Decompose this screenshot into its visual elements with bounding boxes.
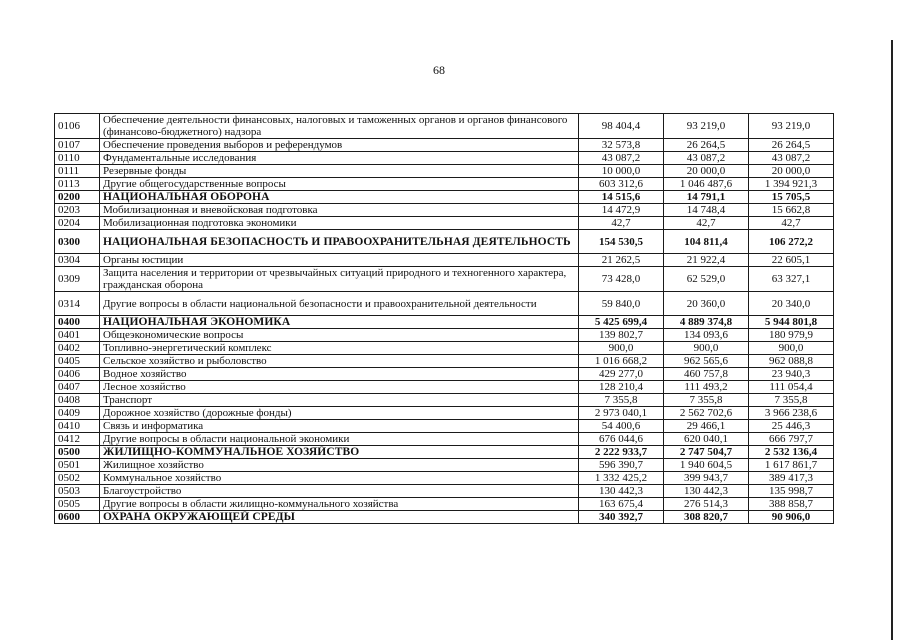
row-value-1: 900,0 bbox=[579, 342, 664, 355]
row-name: ЖИЛИЩНО-КОММУНАЛЬНОЕ ХОЗЯЙСТВО bbox=[100, 446, 579, 459]
row-value-3: 25 446,3 bbox=[749, 420, 834, 433]
row-value-3: 22 605,1 bbox=[749, 254, 834, 267]
row-value-3: 20 000,0 bbox=[749, 165, 834, 178]
table-row bbox=[55, 114, 834, 139]
table-row bbox=[55, 368, 834, 381]
row-value-1: 21 262,5 bbox=[579, 254, 664, 267]
row-value-1: 10 000,0 bbox=[579, 165, 664, 178]
table-row bbox=[55, 139, 834, 152]
row-name: Топливно-энергетический комплекс bbox=[100, 342, 579, 355]
row-name: Обеспечение деятельности финансовых, налоговых и таможенных органов и органов финансового (финансово-бюджетного) надзора bbox=[100, 114, 579, 139]
row-value-2: 21 922,4 bbox=[664, 254, 749, 267]
row-code: 0200 bbox=[55, 191, 100, 204]
row-value-1: 7 355,8 bbox=[579, 394, 664, 407]
row-code: 0405 bbox=[55, 355, 100, 368]
row-value-2: 42,7 bbox=[664, 217, 749, 230]
row-value-3: 20 340,0 bbox=[749, 292, 834, 316]
table-row bbox=[55, 254, 834, 267]
table-row bbox=[55, 267, 834, 292]
row-value-1: 128 210,4 bbox=[579, 381, 664, 394]
row-name: НАЦИОНАЛЬНАЯ ОБОРОНА bbox=[100, 191, 579, 204]
table-row bbox=[55, 342, 834, 355]
row-code: 0106 bbox=[55, 114, 100, 139]
row-value-1: 429 277,0 bbox=[579, 368, 664, 381]
row-value-1: 73 428,0 bbox=[579, 267, 664, 292]
row-value-2: 26 264,5 bbox=[664, 139, 749, 152]
row-name: ОХРАНА ОКРУЖАЮЩЕЙ СРЕДЫ bbox=[100, 511, 579, 524]
row-value-1: 59 840,0 bbox=[579, 292, 664, 316]
row-code: 0309 bbox=[55, 267, 100, 292]
row-value-1: 5 425 699,4 bbox=[579, 316, 664, 329]
row-name: НАЦИОНАЛЬНАЯ ЭКОНОМИКА bbox=[100, 316, 579, 329]
row-code: 0500 bbox=[55, 446, 100, 459]
row-name: Общеэкономические вопросы bbox=[100, 329, 579, 342]
page-number: 68 bbox=[433, 63, 445, 77]
row-code: 0400 bbox=[55, 316, 100, 329]
row-name: Коммунальное хозяйство bbox=[100, 472, 579, 485]
table-row bbox=[55, 498, 834, 511]
table-row bbox=[55, 316, 834, 329]
row-name: Жилищное хозяйство bbox=[100, 459, 579, 472]
row-code: 0410 bbox=[55, 420, 100, 433]
table-row bbox=[55, 485, 834, 498]
row-value-2: 14 748,4 bbox=[664, 204, 749, 217]
row-name: Другие вопросы в области национальной экономики bbox=[100, 433, 579, 446]
row-value-3: 1 617 861,7 bbox=[749, 459, 834, 472]
row-value-1: 596 390,7 bbox=[579, 459, 664, 472]
table-row bbox=[55, 355, 834, 368]
row-name: Лесное хозяйство bbox=[100, 381, 579, 394]
row-value-3: 15 662,8 bbox=[749, 204, 834, 217]
row-value-2: 7 355,8 bbox=[664, 394, 749, 407]
row-value-3: 15 705,5 bbox=[749, 191, 834, 204]
row-code: 0408 bbox=[55, 394, 100, 407]
table-row bbox=[55, 230, 834, 254]
row-value-2: 134 093,6 bbox=[664, 329, 749, 342]
row-value-3: 111 054,4 bbox=[749, 381, 834, 394]
row-value-2: 14 791,1 bbox=[664, 191, 749, 204]
table-row bbox=[55, 433, 834, 446]
row-value-3: 90 906,0 bbox=[749, 511, 834, 524]
row-value-1: 1 332 425,2 bbox=[579, 472, 664, 485]
row-value-3: 1 394 921,3 bbox=[749, 178, 834, 191]
row-name: Органы юстиции bbox=[100, 254, 579, 267]
row-code: 0107 bbox=[55, 139, 100, 152]
row-code: 0406 bbox=[55, 368, 100, 381]
row-value-1: 14 515,6 bbox=[579, 191, 664, 204]
row-value-3: 135 998,7 bbox=[749, 485, 834, 498]
row-value-1: 43 087,2 bbox=[579, 152, 664, 165]
row-name: Благоустройство bbox=[100, 485, 579, 498]
row-name: Мобилизационная подготовка экономики bbox=[100, 217, 579, 230]
row-value-2: 130 442,3 bbox=[664, 485, 749, 498]
row-code: 0412 bbox=[55, 433, 100, 446]
row-value-3: 106 272,2 bbox=[749, 230, 834, 254]
row-value-3: 7 355,8 bbox=[749, 394, 834, 407]
row-value-2: 2 747 504,7 bbox=[664, 446, 749, 459]
row-value-3: 42,7 bbox=[749, 217, 834, 230]
row-name: Обеспечение проведения выборов и референдумов bbox=[100, 139, 579, 152]
row-code: 0204 bbox=[55, 217, 100, 230]
row-value-1: 2 222 933,7 bbox=[579, 446, 664, 459]
row-value-2: 620 040,1 bbox=[664, 433, 749, 446]
page-edge-line bbox=[891, 40, 893, 640]
table-row bbox=[55, 472, 834, 485]
row-value-3: 900,0 bbox=[749, 342, 834, 355]
row-value-2: 2 562 702,6 bbox=[664, 407, 749, 420]
row-name: Сельское хозяйство и рыболовство bbox=[100, 355, 579, 368]
row-value-3: 2 532 136,4 bbox=[749, 446, 834, 459]
row-value-2: 399 943,7 bbox=[664, 472, 749, 485]
row-code: 0402 bbox=[55, 342, 100, 355]
row-name: Связь и информатика bbox=[100, 420, 579, 433]
row-value-2: 308 820,7 bbox=[664, 511, 749, 524]
row-value-2: 20 000,0 bbox=[664, 165, 749, 178]
table-row bbox=[55, 165, 834, 178]
row-value-1: 32 573,8 bbox=[579, 139, 664, 152]
row-name: Защита населения и территории от чрезвычайных ситуаций природного и техногенного характера, гражданская оборона bbox=[100, 267, 579, 292]
row-name: Другие общегосударственные вопросы bbox=[100, 178, 579, 191]
row-value-3: 962 088,8 bbox=[749, 355, 834, 368]
row-code: 0401 bbox=[55, 329, 100, 342]
row-value-2: 43 087,2 bbox=[664, 152, 749, 165]
row-code: 0503 bbox=[55, 485, 100, 498]
row-value-1: 42,7 bbox=[579, 217, 664, 230]
row-value-3: 389 417,3 bbox=[749, 472, 834, 485]
row-name: Резервные фонды bbox=[100, 165, 579, 178]
row-value-1: 603 312,6 bbox=[579, 178, 664, 191]
table-row bbox=[55, 152, 834, 165]
table-row bbox=[55, 446, 834, 459]
table-row bbox=[55, 329, 834, 342]
table-row bbox=[55, 204, 834, 217]
table-row bbox=[55, 191, 834, 204]
row-value-3: 666 797,7 bbox=[749, 433, 834, 446]
row-value-1: 139 802,7 bbox=[579, 329, 664, 342]
row-value-1: 340 392,7 bbox=[579, 511, 664, 524]
row-value-1: 54 400,6 bbox=[579, 420, 664, 433]
row-code: 0314 bbox=[55, 292, 100, 316]
row-value-2: 1 940 604,5 bbox=[664, 459, 749, 472]
row-code: 0110 bbox=[55, 152, 100, 165]
row-code: 0111 bbox=[55, 165, 100, 178]
row-value-3: 93 219,0 bbox=[749, 114, 834, 139]
row-value-3: 180 979,9 bbox=[749, 329, 834, 342]
table-row bbox=[55, 217, 834, 230]
row-name: Другие вопросы в области жилищно-коммунального хозяйства bbox=[100, 498, 579, 511]
row-value-1: 14 472,9 bbox=[579, 204, 664, 217]
row-code: 0113 bbox=[55, 178, 100, 191]
budget-table-body bbox=[55, 114, 834, 524]
table-row bbox=[55, 178, 834, 191]
row-value-1: 154 530,5 bbox=[579, 230, 664, 254]
row-value-3: 26 264,5 bbox=[749, 139, 834, 152]
table-row bbox=[55, 511, 834, 524]
row-value-2: 276 514,3 bbox=[664, 498, 749, 511]
row-value-2: 20 360,0 bbox=[664, 292, 749, 316]
row-value-2: 93 219,0 bbox=[664, 114, 749, 139]
row-code: 0600 bbox=[55, 511, 100, 524]
table-row bbox=[55, 381, 834, 394]
row-value-2: 111 493,2 bbox=[664, 381, 749, 394]
row-name: Мобилизационная и вневойсковая подготовка bbox=[100, 204, 579, 217]
row-value-3: 23 940,3 bbox=[749, 368, 834, 381]
row-value-1: 2 973 040,1 bbox=[579, 407, 664, 420]
row-value-1: 1 016 668,2 bbox=[579, 355, 664, 368]
row-value-2: 4 889 374,8 bbox=[664, 316, 749, 329]
row-name: Транспорт bbox=[100, 394, 579, 407]
row-name: Фундаментальные исследования bbox=[100, 152, 579, 165]
row-value-2: 1 046 487,6 bbox=[664, 178, 749, 191]
row-value-1: 130 442,3 bbox=[579, 485, 664, 498]
row-code: 0409 bbox=[55, 407, 100, 420]
budget-table bbox=[54, 113, 834, 524]
row-value-2: 29 466,1 bbox=[664, 420, 749, 433]
row-value-1: 163 675,4 bbox=[579, 498, 664, 511]
row-value-3: 5 944 801,8 bbox=[749, 316, 834, 329]
row-name: НАЦИОНАЛЬНАЯ БЕЗОПАСНОСТЬ И ПРАВООХРАНИТЕЛЬНАЯ ДЕЯТЕЛЬНОСТЬ bbox=[100, 230, 579, 254]
row-value-2: 962 565,6 bbox=[664, 355, 749, 368]
table-row bbox=[55, 459, 834, 472]
table-row bbox=[55, 420, 834, 433]
row-value-1: 98 404,4 bbox=[579, 114, 664, 139]
row-code: 0505 bbox=[55, 498, 100, 511]
row-name: Другие вопросы в области национальной безопасности и правоохранительной деятельности bbox=[100, 292, 579, 316]
row-value-3: 388 858,7 bbox=[749, 498, 834, 511]
row-value-3: 63 327,1 bbox=[749, 267, 834, 292]
row-code: 0203 bbox=[55, 204, 100, 217]
row-value-2: 62 529,0 bbox=[664, 267, 749, 292]
row-value-2: 460 757,8 bbox=[664, 368, 749, 381]
table-row bbox=[55, 394, 834, 407]
row-code: 0502 bbox=[55, 472, 100, 485]
row-code: 0501 bbox=[55, 459, 100, 472]
table-row bbox=[55, 292, 834, 316]
row-code: 0407 bbox=[55, 381, 100, 394]
row-value-2: 900,0 bbox=[664, 342, 749, 355]
row-code: 0300 bbox=[55, 230, 100, 254]
row-value-3: 43 087,2 bbox=[749, 152, 834, 165]
row-value-2: 104 811,4 bbox=[664, 230, 749, 254]
row-value-3: 3 966 238,6 bbox=[749, 407, 834, 420]
table-row bbox=[55, 407, 834, 420]
row-name: Дорожное хозяйство (дорожные фонды) bbox=[100, 407, 579, 420]
row-name: Водное хозяйство bbox=[100, 368, 579, 381]
row-value-1: 676 044,6 bbox=[579, 433, 664, 446]
row-code: 0304 bbox=[55, 254, 100, 267]
